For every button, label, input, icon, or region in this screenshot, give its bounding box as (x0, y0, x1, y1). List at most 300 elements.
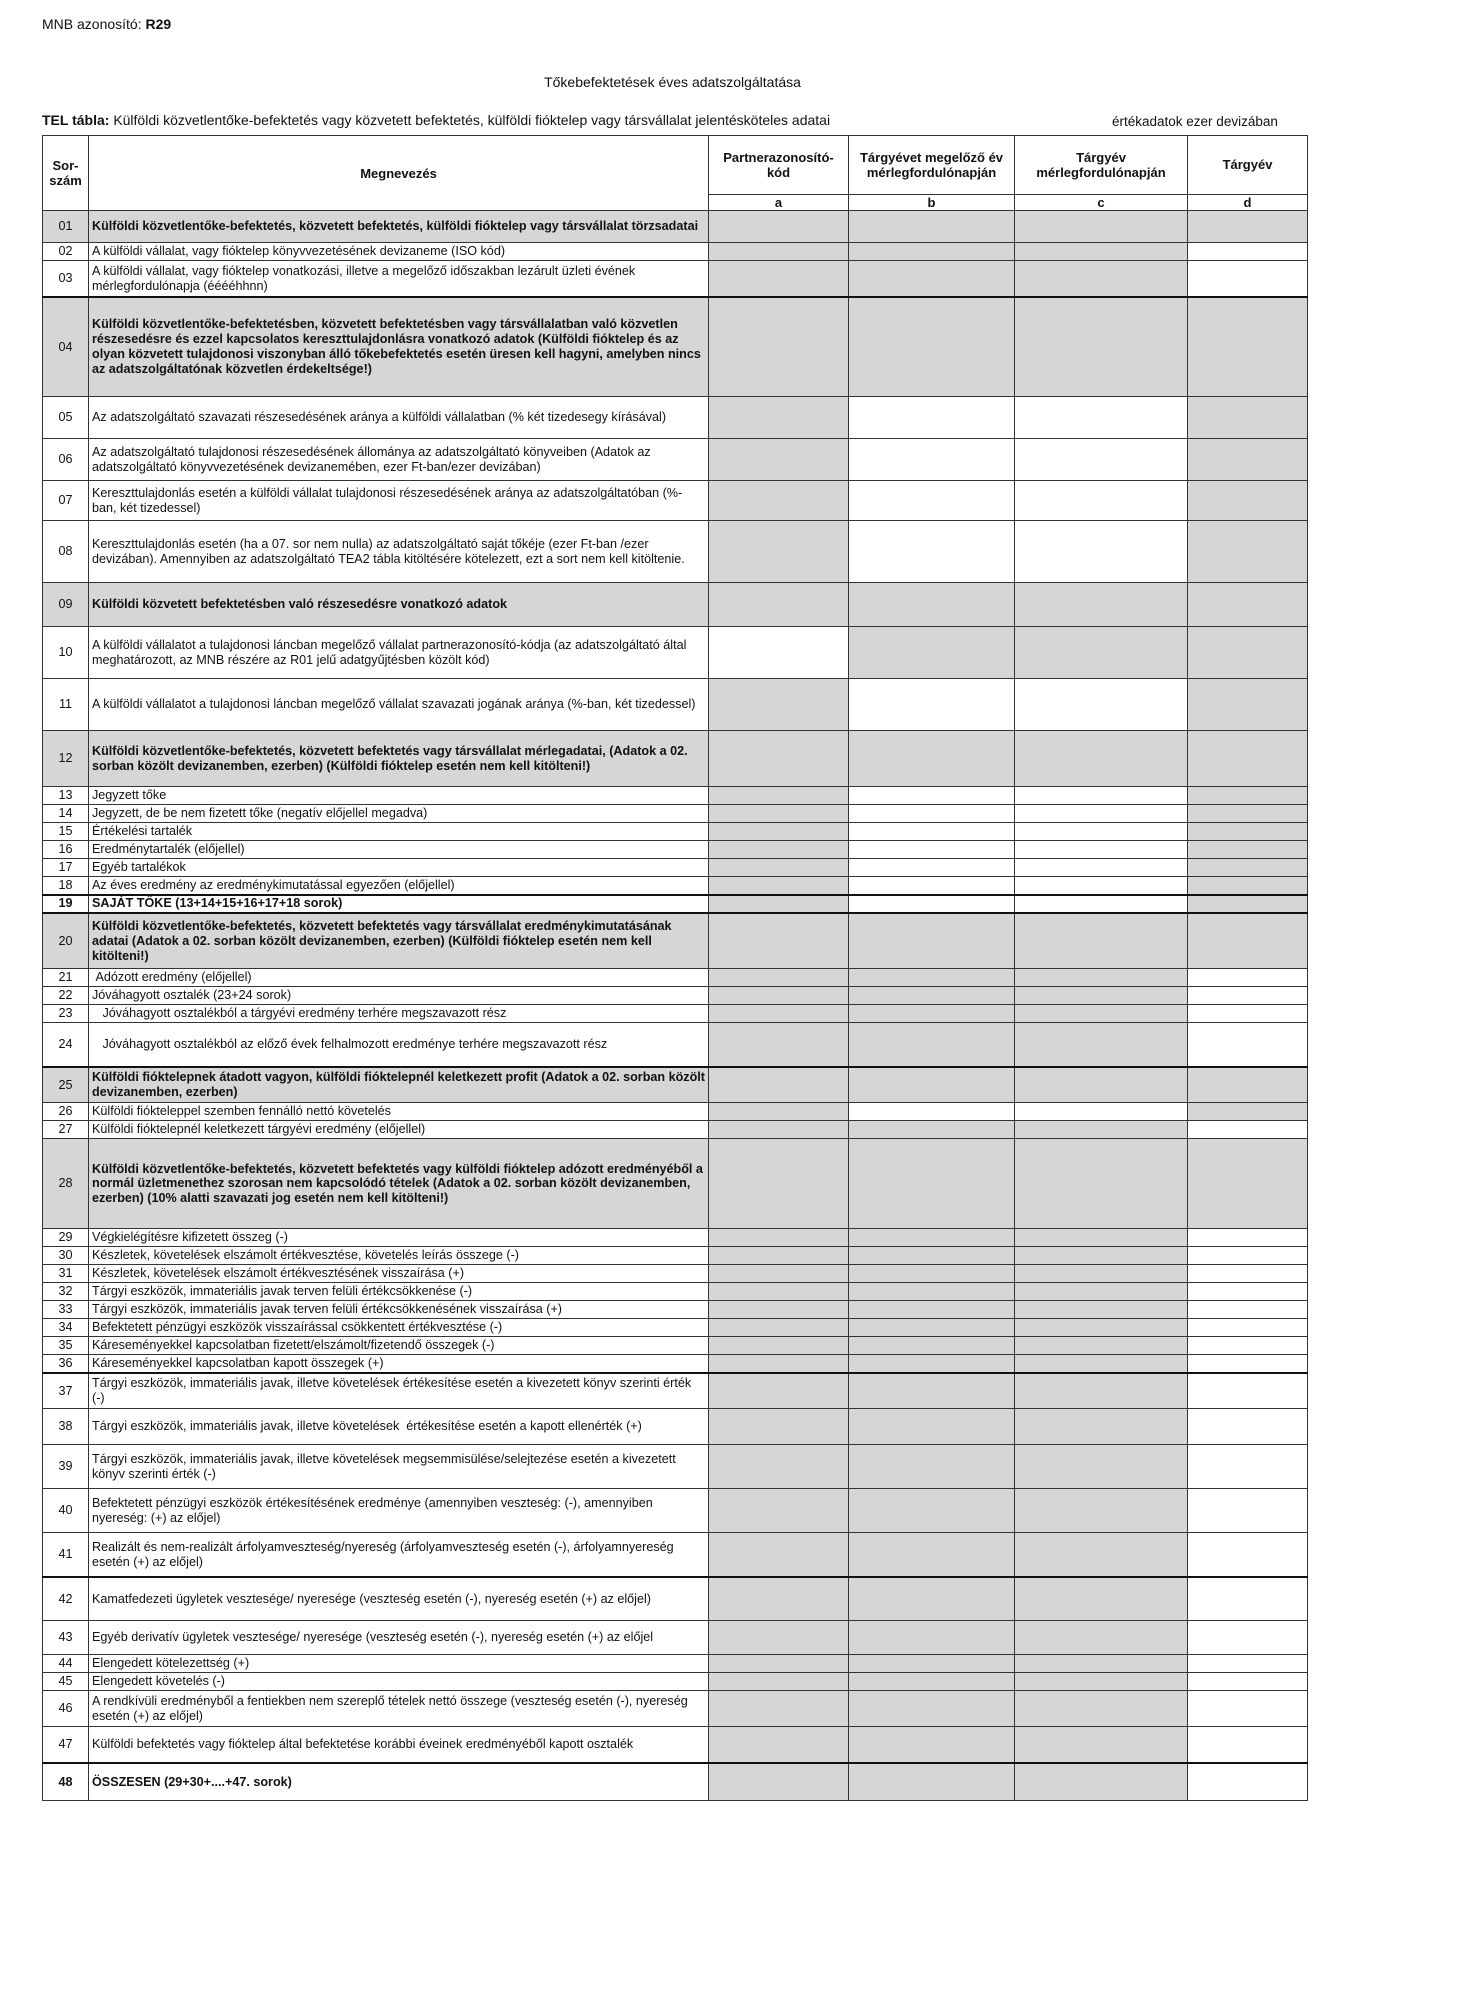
row-description: Külföldi közvetett befektetésben való részesedésre vonatkozó adatok (89, 583, 709, 627)
row-description: Tárgyi eszközök, immateriális javak, illetve követelések értékesítése esetén a kivezetett könyv szerinti érték (-) (89, 1373, 709, 1409)
table-row (43, 583, 1308, 627)
mnb-code: R29 (145, 16, 172, 32)
row-description: Külföldi fióktelepnek átadott vagyon, külföldi fióktelepnél keletkezett profit (Adatok a 02. sorban közölt devizanemben, ezerben) (89, 1067, 709, 1103)
row-description: Az adatszolgáltató tulajdonosi részesedésének állománya az adatszolgáltató könyveiben (Adatok az adatszolgáltató könyvvezetésének devizanemében, ezer Ft-ban/ezer devizában) (89, 439, 709, 481)
input-cell-b (849, 1727, 1015, 1763)
table-row (43, 913, 1308, 969)
row-description: Jegyzett tőke (89, 787, 709, 805)
input-cell-c[interactable] (1015, 521, 1188, 583)
input-cell-b[interactable] (849, 805, 1015, 823)
table-row (43, 1301, 1308, 1319)
table-row (43, 1621, 1308, 1655)
input-cell-b (849, 1229, 1015, 1247)
row-description: SAJÁT TŐKE (13+14+15+16+17+18 sorok) (89, 895, 709, 913)
row-description: Adózott eredmény (előjellel) (89, 969, 709, 987)
input-cell-b (849, 1445, 1015, 1489)
row-description: Eredménytartalék (előjellel) (89, 841, 709, 859)
row-description: A külföldi vállalatot a tulajdonosi láncban megelőző vállalat szavazati jogának aránya (%-ban, két tizedessel) (89, 679, 709, 731)
input-cell-a (709, 1691, 849, 1727)
input-cell-b (849, 1373, 1015, 1409)
col-header-d: Tárgyév (1188, 136, 1308, 195)
table-row (43, 679, 1308, 731)
table-row (43, 823, 1308, 841)
input-cell-a (709, 521, 849, 583)
input-cell-c (1015, 1319, 1188, 1337)
row-description: Tárgyi eszközök, immateriális javak terven felüli értékcsökkenésének visszaírása (+) (89, 1301, 709, 1319)
input-cell-d[interactable] (1188, 1005, 1308, 1023)
input-cell-c (1015, 1247, 1188, 1265)
table-row (43, 1265, 1308, 1283)
input-cell-d (1188, 297, 1308, 397)
input-cell-a (709, 913, 849, 969)
input-cell-c[interactable] (1015, 481, 1188, 521)
input-cell-d[interactable] (1188, 1533, 1308, 1577)
row-number: 20 (43, 913, 89, 969)
input-cell-d[interactable] (1188, 1673, 1308, 1691)
input-cell-c[interactable] (1015, 787, 1188, 805)
col-header-megnevezes: Megnevezés (89, 136, 709, 211)
table-row (43, 439, 1308, 481)
input-cell-c (1015, 1283, 1188, 1301)
input-cell-d[interactable] (1188, 1319, 1308, 1337)
row-number: 24 (43, 1023, 89, 1067)
row-number: 37 (43, 1373, 89, 1409)
row-description: Jóváhagyott osztalékból az előző évek felhalmozott eredménye terhére megszavazott rész (89, 1023, 709, 1067)
input-cell-c (1015, 731, 1188, 787)
input-cell-d[interactable] (1188, 1301, 1308, 1319)
table-row (43, 1763, 1308, 1801)
input-cell-d[interactable] (1188, 1691, 1308, 1727)
row-description: A külföldi vállalatot a tulajdonosi láncban megelőző vállalat partnerazonosító-kódja (az adatszolgáltató által meghatározott, az MNB részére az R01 jelű adatgyűjtésben közölt kód) (89, 627, 709, 679)
row-description: Az adatszolgáltató szavazati részesedésének aránya a külföldi vállalatban (% két tizedesegy kírásával) (89, 397, 709, 439)
input-cell-c[interactable] (1015, 805, 1188, 823)
input-cell-c (1015, 1727, 1188, 1763)
input-cell-d (1188, 859, 1308, 877)
table-row (43, 1445, 1308, 1489)
input-cell-c[interactable] (1015, 859, 1188, 877)
input-cell-c[interactable] (1015, 895, 1188, 913)
col-letter-c: c (1015, 195, 1188, 211)
input-cell-c (1015, 1673, 1188, 1691)
input-cell-d[interactable] (1188, 1265, 1308, 1283)
input-cell-d (1188, 787, 1308, 805)
table-row (43, 481, 1308, 521)
input-cell-b (849, 297, 1015, 397)
input-cell-d[interactable] (1188, 1409, 1308, 1445)
table-row (43, 1005, 1308, 1023)
input-cell-a (709, 211, 849, 243)
input-cell-b (849, 1283, 1015, 1301)
input-cell-a (709, 823, 849, 841)
table-row (43, 1373, 1308, 1409)
input-cell-c[interactable] (1015, 841, 1188, 859)
table-row (43, 1067, 1308, 1103)
row-number: 09 (43, 583, 89, 627)
row-description: A rendkívüli eredményből a fentiekben nem szereplő tételek nettó összege (veszteség esetén (-), nyereség esetén (+) az előjel) (89, 1691, 709, 1727)
units-note: értékadatok ezer devizában (1112, 114, 1278, 129)
row-number: 35 (43, 1337, 89, 1355)
input-cell-c (1015, 1265, 1188, 1283)
table-row (43, 1023, 1308, 1067)
input-cell-a (709, 1727, 849, 1763)
input-cell-a (709, 1673, 849, 1691)
input-cell-b (849, 913, 1015, 969)
row-number: 17 (43, 859, 89, 877)
input-cell-a (709, 841, 849, 859)
row-description: Külföldi fióktelepnél keletkezett tárgyévi eredmény (előjellel) (89, 1121, 709, 1139)
input-cell-c (1015, 243, 1188, 261)
row-number: 44 (43, 1655, 89, 1673)
row-description: Kereszttulajdonlás esetén a külföldi vállalat tulajdonosi részesedésének aránya az adatszolgáltatóban (%-ban, két tizedessel) (89, 481, 709, 521)
input-cell-d[interactable] (1188, 261, 1308, 297)
input-cell-c (1015, 1655, 1188, 1673)
input-cell-a (709, 1319, 849, 1337)
table-row (43, 297, 1308, 397)
input-cell-a (709, 439, 849, 481)
input-cell-c (1015, 583, 1188, 627)
col-letter-a: a (709, 195, 849, 211)
input-cell-d[interactable] (1188, 1489, 1308, 1533)
input-cell-d[interactable] (1188, 969, 1308, 987)
row-number: 27 (43, 1121, 89, 1139)
input-cell-c[interactable] (1015, 679, 1188, 731)
input-cell-b[interactable] (849, 877, 1015, 895)
table-row (43, 1727, 1308, 1763)
input-cell-b (849, 261, 1015, 297)
row-description: Jóváhagyott osztalék (23+24 sorok) (89, 987, 709, 1005)
input-cell-d (1188, 841, 1308, 859)
table-row (43, 859, 1308, 877)
input-cell-c[interactable] (1015, 439, 1188, 481)
input-cell-d (1188, 1103, 1308, 1121)
input-cell-a (709, 1577, 849, 1621)
row-description: Készletek, követelések elszámolt értékvesztésének visszaírása (+) (89, 1265, 709, 1283)
row-number: 38 (43, 1409, 89, 1445)
input-cell-b (849, 1355, 1015, 1373)
input-cell-d[interactable] (1188, 1337, 1308, 1355)
input-cell-b (849, 1301, 1015, 1319)
input-cell-d (1188, 823, 1308, 841)
row-description: Az éves eredmény az eredménykimutatással egyezően (előjellel) (89, 877, 709, 895)
input-cell-b (849, 1121, 1015, 1139)
input-cell-d (1188, 1139, 1308, 1229)
col-header-sorszam: Sor-szám (43, 136, 89, 211)
table-row (43, 521, 1308, 583)
input-cell-b (849, 211, 1015, 243)
row-description: A külföldi vállalat, vagy fióktelep vonatkozási, illetve a megelőző időszakban lezárult üzleti évének mérlegfordulónapja (ééééhhnn) (89, 261, 709, 297)
row-number: 05 (43, 397, 89, 439)
table-row (43, 1489, 1308, 1533)
row-description: Külföldi közvetlentőke-befektetés, közvetett befektetés vagy külföldi fióktelep adózott eredményéből a normál üzletmenethez szorosan nem kapcsolódó tételek (Adatok a 02. sorban közölt devizanemben, ezerben) (10% alatti szavazati jog esetén nem kell kitölteni!) (89, 1139, 709, 1229)
table-title: Külföldi közvetlentőke-befektetés vagy közvetett befektetés, külföldi fióktelep vagy társvállalat jelentésköteles adatai (113, 112, 831, 128)
input-cell-a (709, 969, 849, 987)
table-row (43, 1355, 1308, 1373)
input-cell-d[interactable] (1188, 1355, 1308, 1373)
row-number: 22 (43, 987, 89, 1005)
row-description: Tárgyi eszközök, immateriális javak, illetve követelések értékesítése esetén a kapott ellenérték (+) (89, 1409, 709, 1445)
input-cell-c (1015, 1445, 1188, 1489)
input-cell-a (709, 1067, 849, 1103)
input-cell-b (849, 1319, 1015, 1337)
input-cell-a (709, 243, 849, 261)
input-cell-c[interactable] (1015, 1103, 1188, 1121)
row-description: Egyéb derivatív ügyletek vesztesége/ nyeresége (veszteség esetén (-), nyereség esetén (+) az előjel (89, 1621, 709, 1655)
row-description: Külföldi befektetés vagy fióktelep által befektetése korábbi éveinek eredményéből kapott osztalék (89, 1727, 709, 1763)
input-cell-b[interactable] (849, 521, 1015, 583)
row-number: 41 (43, 1533, 89, 1577)
table-row (43, 1319, 1308, 1337)
table-row (43, 1577, 1308, 1621)
input-cell-b (849, 1533, 1015, 1577)
row-description: Külföldi közvetlentőke-befektetés, közvetett befektetés vagy társvállalat eredménykimutatásának adatai (Adatok a 02. sorban közölt devizanemben, ezerben) (Külföldi fióktelep esetén nem kell kitölteni!) (89, 913, 709, 969)
input-cell-a (709, 731, 849, 787)
input-cell-d[interactable] (1188, 1655, 1308, 1673)
input-cell-d (1188, 481, 1308, 521)
row-description: ÖSSZESEN (29+30+....+47. sorok) (89, 1763, 709, 1801)
input-cell-b[interactable] (849, 1103, 1015, 1121)
table-row (43, 397, 1308, 439)
input-cell-b[interactable] (849, 895, 1015, 913)
input-cell-a (709, 1337, 849, 1355)
row-description: Realizált és nem-realizált árfolyamveszteség/nyereség (árfolyamveszteség esetén (-), árfolyamnyereség esetén (+) az előjel) (89, 1533, 709, 1577)
input-cell-d[interactable] (1188, 1121, 1308, 1139)
row-description: Káreseményekkel kapcsolatban kapott összegek (+) (89, 1355, 709, 1373)
input-cell-b (849, 1265, 1015, 1283)
input-cell-c (1015, 1005, 1188, 1023)
input-cell-b (849, 969, 1015, 987)
input-cell-a (709, 1229, 849, 1247)
input-cell-c (1015, 1139, 1188, 1229)
input-cell-a (709, 1533, 849, 1577)
col-header-c: Tárgyév mérlegfordulónapján (1015, 136, 1188, 195)
table-row (43, 787, 1308, 805)
input-cell-a (709, 1409, 849, 1445)
input-cell-c (1015, 1023, 1188, 1067)
row-description: Külföldi közvetlentőke-befektetés, közvetett befektetés vagy társvállalat mérlegadatai, (Adatok a 02. sorban közölt devizanemben, ezerben) (Külföldi fióktelep esetén nem kell kitölteni!) (89, 731, 709, 787)
input-cell-a (709, 397, 849, 439)
input-cell-a (709, 1139, 849, 1229)
page-title: Tőkebefektetések éves adatszolgáltatása (544, 74, 801, 90)
row-number: 16 (43, 841, 89, 859)
input-cell-d[interactable] (1188, 1373, 1308, 1409)
input-cell-d[interactable] (1188, 1727, 1308, 1763)
input-cell-d (1188, 211, 1308, 243)
row-number: 33 (43, 1301, 89, 1319)
input-cell-b[interactable] (849, 679, 1015, 731)
row-description: Külföldi fiókteleppel szemben fennálló nettó követelés (89, 1103, 709, 1121)
input-cell-d[interactable] (1188, 1621, 1308, 1655)
input-cell-d[interactable] (1188, 1283, 1308, 1301)
input-cell-c (1015, 1763, 1188, 1801)
input-cell-d[interactable] (1188, 243, 1308, 261)
input-cell-c (1015, 1067, 1188, 1103)
input-cell-a (709, 1763, 849, 1801)
input-cell-a (709, 1283, 849, 1301)
row-number: 12 (43, 731, 89, 787)
input-cell-c (1015, 1121, 1188, 1139)
input-cell-b (849, 1763, 1015, 1801)
input-cell-a (709, 1121, 849, 1139)
row-number: 34 (43, 1319, 89, 1337)
mnb-label: MNB azonosító: (42, 16, 142, 32)
input-cell-d (1188, 877, 1308, 895)
input-cell-c[interactable] (1015, 397, 1188, 439)
input-cell-b[interactable] (849, 397, 1015, 439)
input-cell-d[interactable] (1188, 1229, 1308, 1247)
input-cell-b (849, 243, 1015, 261)
input-cell-a[interactable] (709, 627, 849, 679)
input-cell-c[interactable] (1015, 823, 1188, 841)
row-description: Kamatfedezeti ügyletek vesztesége/ nyeresége (veszteség esetén (-), nyereség esetén (+) az előjel) (89, 1577, 709, 1621)
table-row (43, 627, 1308, 679)
input-cell-b[interactable] (849, 841, 1015, 859)
input-cell-b (849, 1067, 1015, 1103)
table-row (43, 1655, 1308, 1673)
input-cell-d[interactable] (1188, 1577, 1308, 1621)
row-number: 48 (43, 1763, 89, 1801)
row-description: Tárgyi eszközök, immateriális javak terven felüli értékcsökkenése (-) (89, 1283, 709, 1301)
row-number: 03 (43, 261, 89, 297)
row-number: 21 (43, 969, 89, 987)
row-number: 30 (43, 1247, 89, 1265)
input-cell-c (1015, 1355, 1188, 1373)
input-cell-b[interactable] (849, 439, 1015, 481)
input-cell-c (1015, 1533, 1188, 1577)
input-cell-a (709, 877, 849, 895)
row-description: Befektetett pénzügyi eszközök értékesítésének eredménye (amennyiben veszteség: (-), amennyiben nyereség: (+) az előjel) (89, 1489, 709, 1533)
row-number: 11 (43, 679, 89, 731)
table-row (43, 1121, 1308, 1139)
input-cell-c (1015, 1337, 1188, 1355)
input-cell-b[interactable] (849, 481, 1015, 521)
row-number: 06 (43, 439, 89, 481)
input-cell-a (709, 859, 849, 877)
input-cell-c (1015, 1621, 1188, 1655)
col-header-b: Tárgyévet megelőző év mérlegfordulónapján (849, 136, 1015, 195)
table-row (43, 1103, 1308, 1121)
row-number: 10 (43, 627, 89, 679)
input-cell-b (849, 1489, 1015, 1533)
row-description: Elengedett kötelezettség (+) (89, 1655, 709, 1673)
table-row (43, 987, 1308, 1005)
input-cell-c (1015, 627, 1188, 679)
input-cell-b (849, 1337, 1015, 1355)
input-cell-c (1015, 1373, 1188, 1409)
input-cell-b (849, 1673, 1015, 1691)
report-table (42, 135, 1308, 1801)
input-cell-c (1015, 261, 1188, 297)
input-cell-d (1188, 731, 1308, 787)
input-cell-a (709, 481, 849, 521)
input-cell-d (1188, 521, 1308, 583)
input-cell-d[interactable] (1188, 1445, 1308, 1489)
input-cell-b (849, 1005, 1015, 1023)
input-cell-d (1188, 583, 1308, 627)
input-cell-a (709, 805, 849, 823)
row-description: Külföldi közvetlentőke-befektetésben, közvetett befektetésben vagy társvállalatban való közvetlen részesedésre és ezzel kapcsolatos kereszttulajdonlásra vonatkozó adatok (Külföldi fióktelep és az olyan közvetett tulajdonosi viszonyban álló tőkebefektetés esetén üresen kell hagyni, amelyben nincs az adatszolgáltatónak közvetlen érdekeltsége!) (89, 297, 709, 397)
input-cell-a (709, 1103, 849, 1121)
input-cell-c (1015, 1301, 1188, 1319)
input-cell-d (1188, 439, 1308, 481)
input-cell-c[interactable] (1015, 877, 1188, 895)
mnb-identifier (42, 16, 171, 32)
row-description: Jóváhagyott osztalékból a tárgyévi eredmény terhére megszavazott rész (89, 1005, 709, 1023)
input-cell-b[interactable] (849, 823, 1015, 841)
input-cell-d (1188, 913, 1308, 969)
input-cell-c (1015, 987, 1188, 1005)
input-cell-a (709, 1005, 849, 1023)
input-cell-a (709, 261, 849, 297)
row-number: 19 (43, 895, 89, 913)
col-header-a: Partnerazonosító-kód (709, 136, 849, 195)
row-number: 23 (43, 1005, 89, 1023)
input-cell-c (1015, 913, 1188, 969)
row-description: Értékelési tartalék (89, 823, 709, 841)
input-cell-a (709, 1301, 849, 1319)
table-row (43, 1533, 1308, 1577)
input-cell-d (1188, 397, 1308, 439)
input-cell-a (709, 1023, 849, 1067)
row-number: 31 (43, 1265, 89, 1283)
input-cell-d[interactable] (1188, 1023, 1308, 1067)
input-cell-d (1188, 895, 1308, 913)
col-letter-b: b (849, 195, 1015, 211)
row-description: Végkielégítésre kifizetett összeg (-) (89, 1229, 709, 1247)
table-row (43, 1247, 1308, 1265)
row-description: Káreseményekkel kapcsolatban fizetett/elszámolt/fizetendő összegek (-) (89, 1337, 709, 1355)
input-cell-b (849, 1655, 1015, 1673)
row-description: Elengedett követelés (-) (89, 1673, 709, 1691)
input-cell-d[interactable] (1188, 1763, 1308, 1801)
table-row (43, 261, 1308, 297)
row-description: Egyéb tartalékok (89, 859, 709, 877)
input-cell-c (1015, 211, 1188, 243)
input-cell-c (1015, 1489, 1188, 1533)
input-cell-c (1015, 1577, 1188, 1621)
row-number: 45 (43, 1673, 89, 1691)
table-row (43, 1337, 1308, 1355)
row-description: Jegyzett, de be nem fizetett tőke (negatív előjellel megadva) (89, 805, 709, 823)
input-cell-b (849, 1621, 1015, 1655)
table-row (43, 211, 1308, 243)
row-number: 15 (43, 823, 89, 841)
table-row (43, 1673, 1308, 1691)
input-cell-d[interactable] (1188, 987, 1308, 1005)
input-cell-a (709, 787, 849, 805)
table-row (43, 243, 1308, 261)
row-number: 14 (43, 805, 89, 823)
row-number: 25 (43, 1067, 89, 1103)
input-cell-c (1015, 1409, 1188, 1445)
table-row (43, 1283, 1308, 1301)
row-description: Kereszttulajdonlás esetén (ha a 07. sor nem nulla) az adatszolgáltató saját tőkéje (ezer Ft-ban /ezer devizában). Amennyiben az adatszolgáltató TEA2 tábla kitöltésére kötelezett, ezt a sort nem kell kitöltenie. (89, 521, 709, 583)
input-cell-b[interactable] (849, 859, 1015, 877)
input-cell-d[interactable] (1188, 1247, 1308, 1265)
input-cell-a (709, 1445, 849, 1489)
row-description: Külföldi közvetlentőke-befektetés, közvetett befektetés, külföldi fióktelep vagy társvállalat törzsadatai (89, 211, 709, 243)
row-number: 18 (43, 877, 89, 895)
row-number: 32 (43, 1283, 89, 1301)
input-cell-c (1015, 297, 1188, 397)
input-cell-b (849, 1247, 1015, 1265)
input-cell-b (849, 583, 1015, 627)
input-cell-a (709, 1373, 849, 1409)
table-row (43, 1229, 1308, 1247)
input-cell-c (1015, 1691, 1188, 1727)
input-cell-b[interactable] (849, 787, 1015, 805)
input-cell-b (849, 1691, 1015, 1727)
table-row (43, 805, 1308, 823)
